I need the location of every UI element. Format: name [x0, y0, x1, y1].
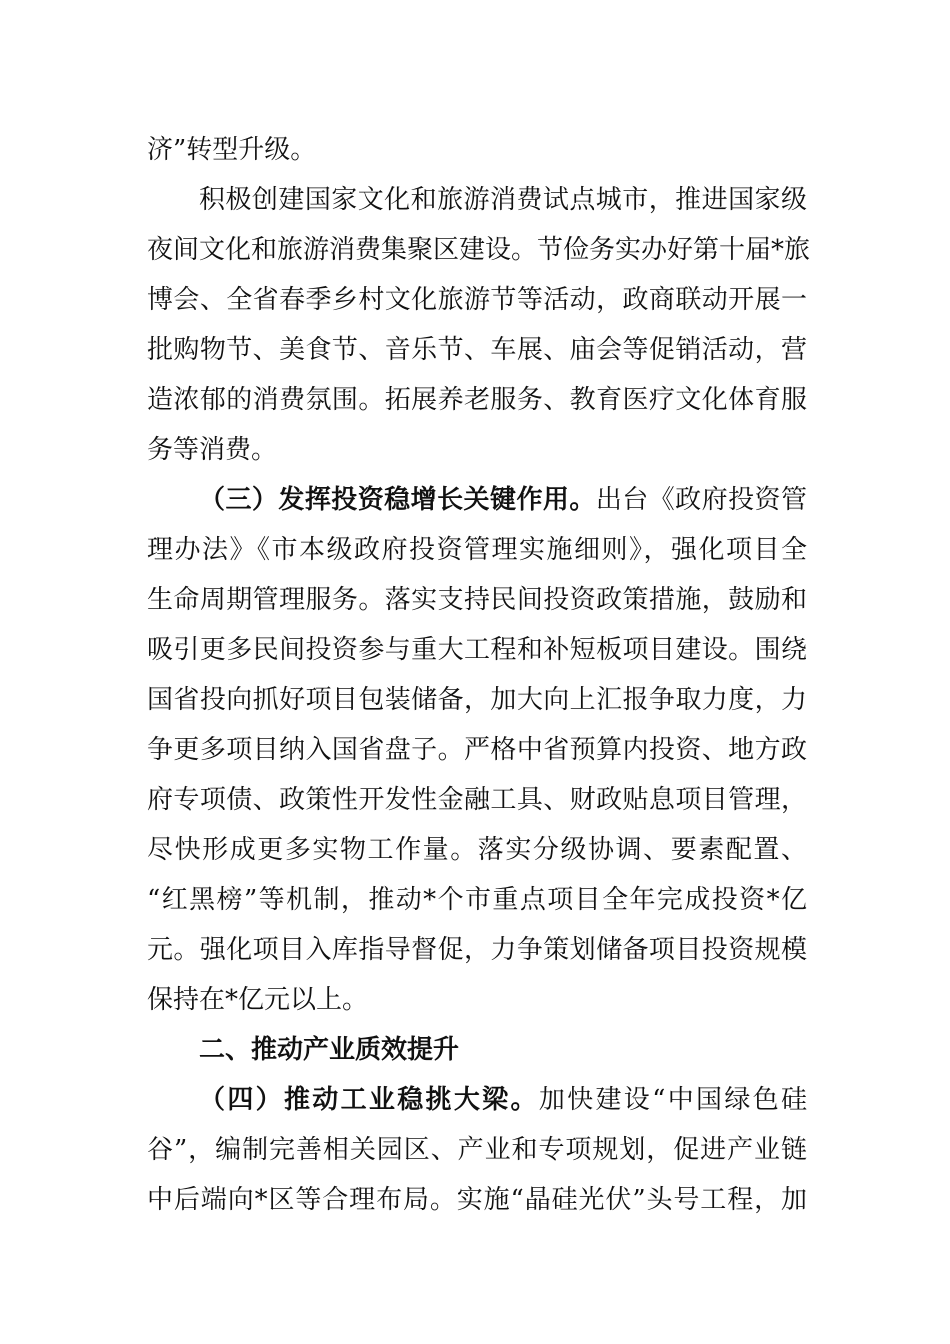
- chapter-heading-line: [199, 1030, 807, 1070]
- text-line: [147, 730, 807, 770]
- line-text: 济”转型升级。: [147, 135, 317, 165]
- text-line: [147, 1180, 807, 1220]
- line-text: “红黑榜”等机制，推动*个市重点项目全年完成投资*亿: [147, 885, 807, 915]
- line-text: 保持在*亿元以上。: [147, 985, 369, 1015]
- text-line: [147, 280, 807, 320]
- text-line: [147, 930, 807, 970]
- line-text: 批购物节、美食节、音乐节、车展、庙会等促销活动，营: [147, 335, 807, 365]
- line-text: 造浓郁的消费氛围。拓展养老服务、教育医疗文化体育服: [147, 385, 807, 415]
- text-line: [147, 580, 807, 620]
- line-text: 国省投向抓好项目包装储备，加大向上汇报争取力度，力: [147, 685, 807, 715]
- line-text: 出台《政府投资管: [595, 485, 807, 515]
- line-text: 吸引更多民间投资参与重大工程和补短板项目建设。围绕: [147, 635, 807, 665]
- line-text: 理办法》《市本级政府投资管理实施细则》，强化项目全: [147, 535, 807, 565]
- line-text: 务等消费。: [147, 435, 278, 465]
- text-line: [147, 680, 807, 720]
- line-text: 谷”，编制完善相关园区、产业和专项规划，促进产业链: [147, 1135, 807, 1165]
- line-text: 博会、全省春季乡村文化旅游节等活动，政商联动开展一: [147, 285, 807, 315]
- section-heading: （三）发挥投资稳增长关键作用。: [199, 485, 596, 515]
- text-line: [147, 880, 807, 920]
- text-line: [199, 480, 807, 520]
- line-text: 尽快形成更多实物工作量。落实分级协调、要素配置、: [147, 835, 807, 865]
- line-text: 争更多项目纳入国省盘子。严格中省预算内投资、地方政: [147, 735, 807, 765]
- text-line: [199, 1080, 807, 1120]
- text-line: [147, 330, 807, 370]
- text-line: [147, 380, 807, 420]
- text-line: [147, 230, 811, 270]
- text-line: [147, 430, 807, 470]
- line-text: 生命周期管理服务。落实支持民间投资政策措施，鼓励和: [147, 585, 807, 615]
- text-line: [147, 780, 807, 820]
- section-heading: （四）推动工业稳挑大梁。: [199, 1085, 539, 1115]
- text-line: [199, 180, 807, 220]
- line-text: 加快建设“中国绿色硅: [538, 1085, 807, 1115]
- line-text: 府专项债、政策性开发性金融工具、财政贴息项目管理，: [147, 785, 807, 815]
- text-line: [147, 980, 807, 1020]
- line-text: 中后端向*区等合理布局。实施“晶硅光伏”头号工程，加: [147, 1185, 807, 1215]
- text-line: [147, 830, 807, 870]
- text-line: [147, 630, 807, 670]
- text-line: [147, 1130, 807, 1170]
- chapter-heading: 二、推动产业质效提升: [199, 1035, 460, 1065]
- line-text: 元。强化项目入库指导督促，力争策划储备项目投资规模: [147, 935, 807, 965]
- line-text: 夜间文化和旅游消费集聚区建设。节俭务实办好第十届*旅: [147, 235, 811, 265]
- text-line: [147, 530, 807, 570]
- text-line: [147, 130, 807, 170]
- line-text: 积极创建国家文化和旅游消费试点城市，推进国家级: [199, 185, 807, 215]
